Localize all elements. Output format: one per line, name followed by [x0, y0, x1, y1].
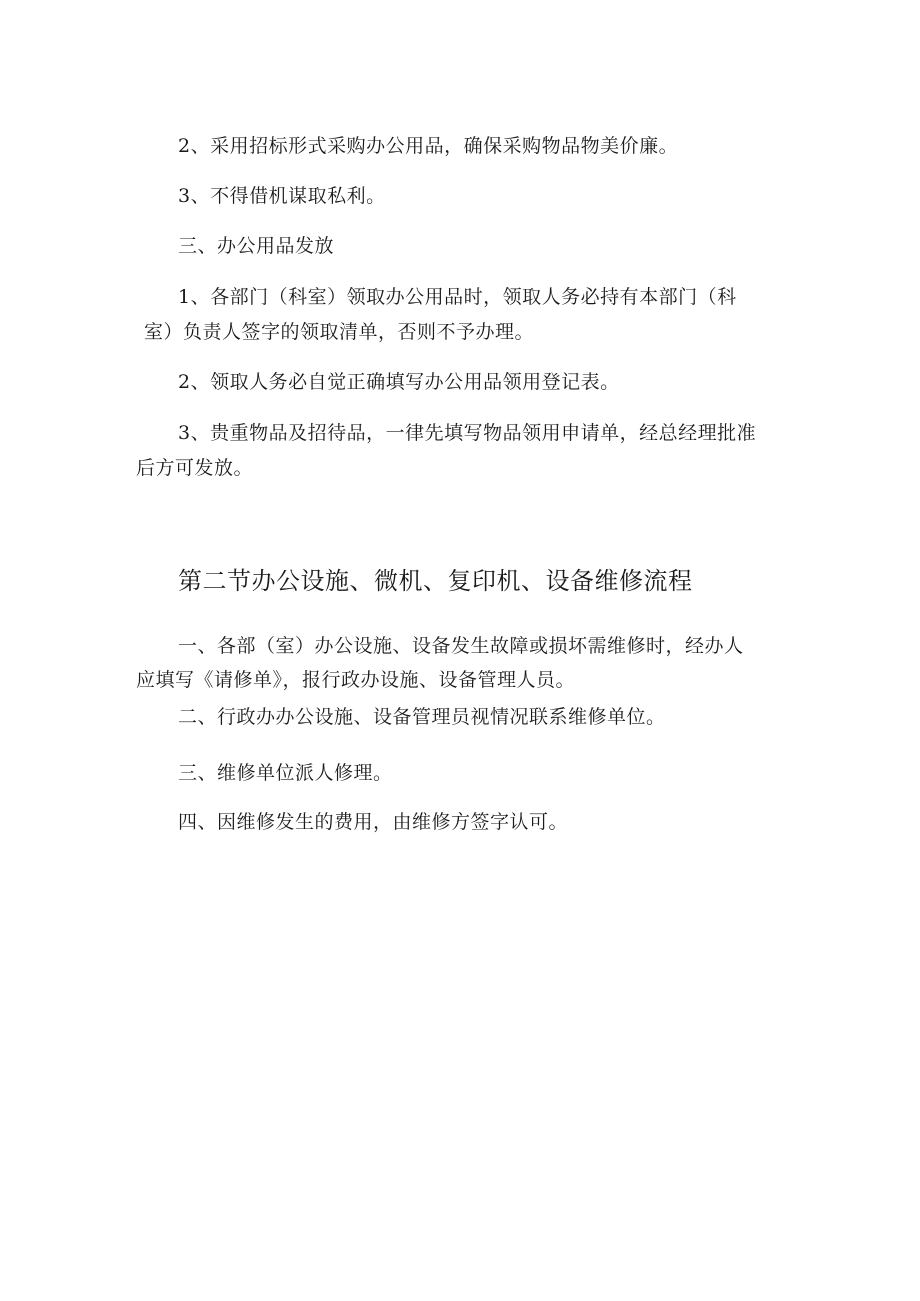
- distribution-item-1-line-2: 室）负责人签字的领取清单，否则不予办理。: [144, 321, 535, 343]
- distribution-item-1-line-1: 1、各部门（科室）领取办公用品时，领取人务必持有本部门（科: [178, 286, 737, 308]
- procurement-item-3: 3、不得借机谋取私利。: [178, 185, 386, 207]
- repair-step-1-line-2: 应填写《请修单》，报行政办设施、设备管理人员。: [136, 669, 576, 691]
- procurement-item-2: 2、采用招标形式采购办公用品，确保采购物品物美价廉。: [178, 135, 679, 157]
- repair-step-2: 二、行政办办公设施、设备管理员视情况联系维修单位。: [178, 706, 666, 728]
- repair-step-3: 三、维修单位派人修理。: [178, 762, 393, 784]
- distribution-heading: 三、办公用品发放: [178, 235, 335, 257]
- distribution-item-3-line-1: 3、贵重物品及招待品，一律先填写物品领用申请单，经总经理批准: [178, 422, 757, 444]
- section-title: 第二节办公设施、微机、复印机、设备维修流程: [178, 567, 693, 595]
- distribution-item-2: 2、领取人务必自觉正确填写办公用品领用登记表。: [178, 371, 620, 393]
- repair-step-4: 四、因维修发生的费用，由维修方签字认可。: [178, 811, 569, 833]
- repair-step-1-line-1: 一、各部（室）办公设施、设备发生故障或损坏需维修时，经办人: [178, 635, 744, 657]
- distribution-item-3-line-2: 后方可发放。: [136, 457, 254, 479]
